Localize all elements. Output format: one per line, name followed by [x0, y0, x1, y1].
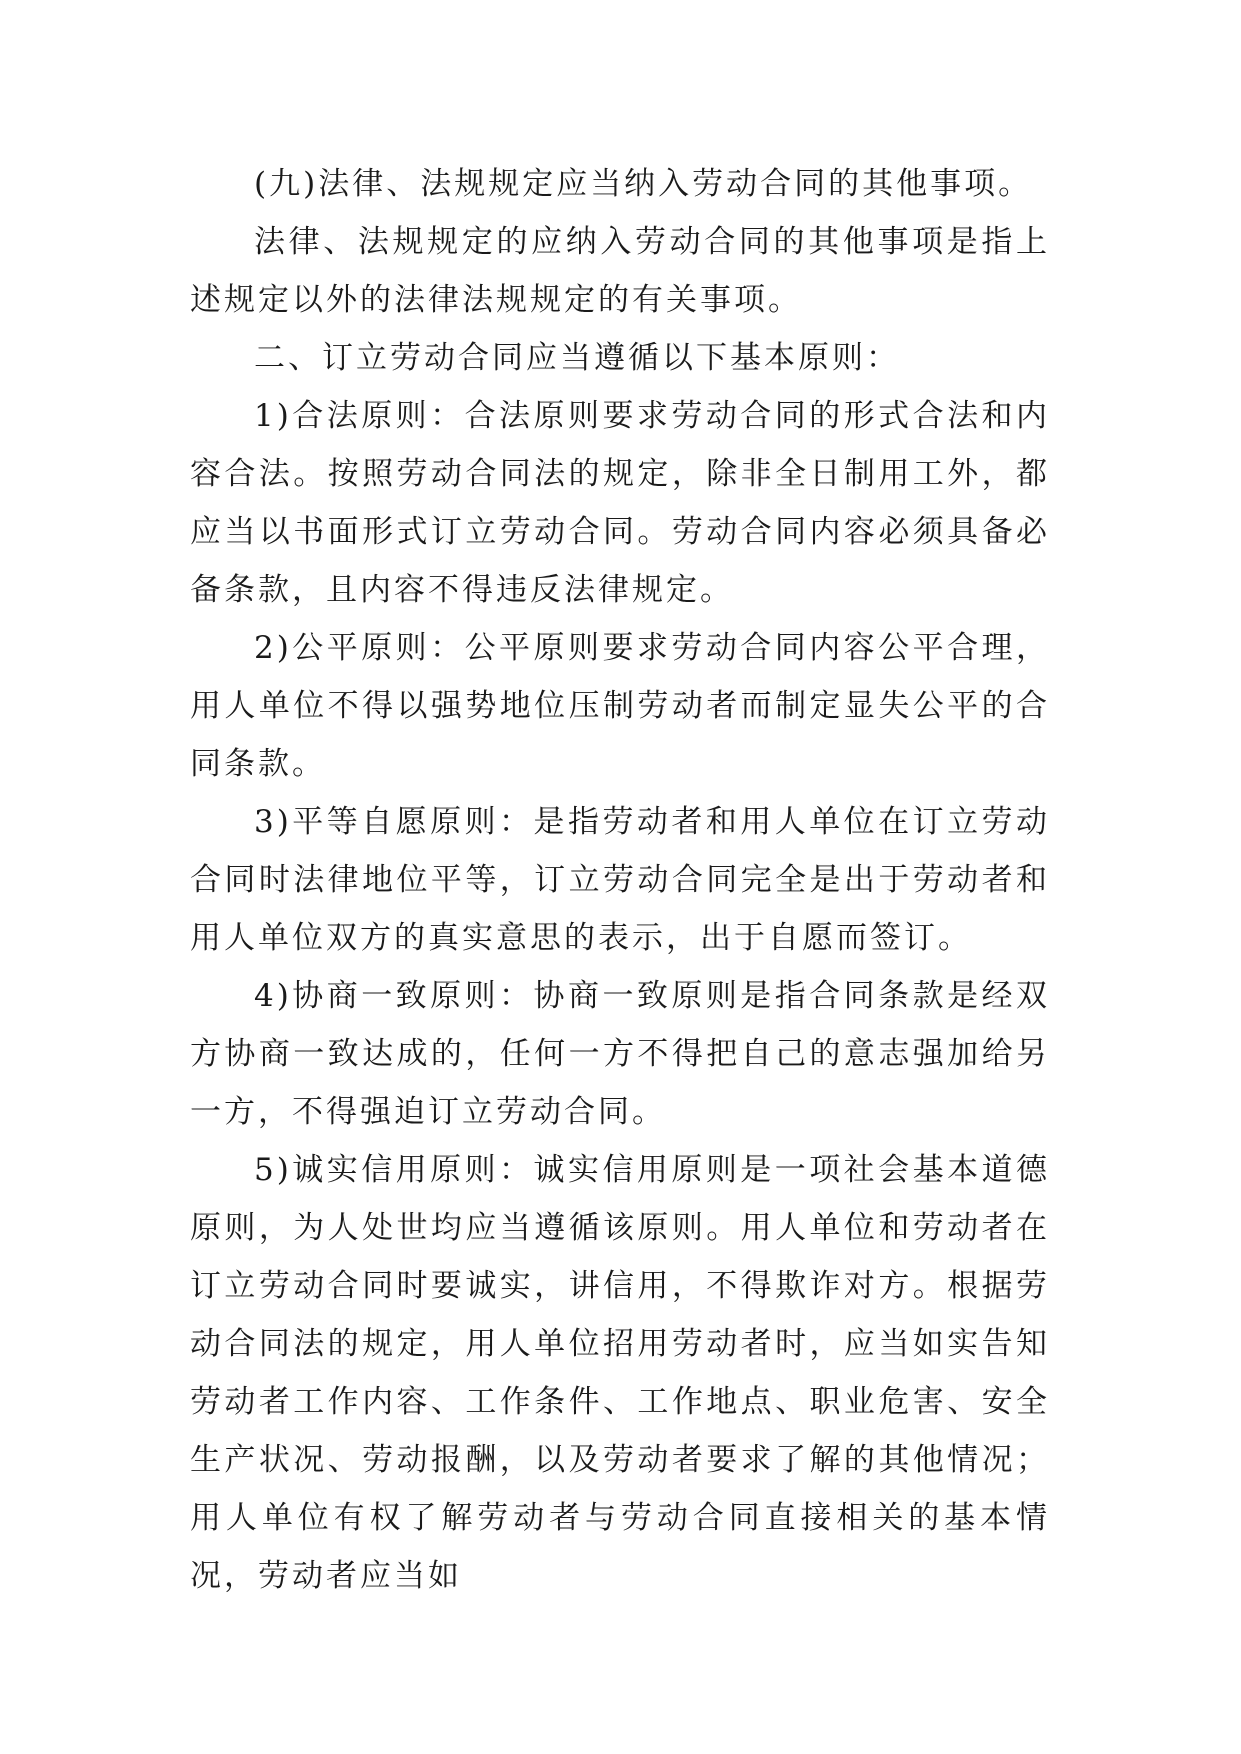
document-body — [190, 155, 1050, 1605]
paragraph-principle-fairness: 2)公平原则：公平原则要求劳动合同内容公平合理，用人单位不得以强势地位压制劳动者而制定显失公平的合同条款。 — [190, 630, 1050, 782]
paragraph-principle-good-faith: 5)诚实信用原则：诚实信用原则是一项社会基本道德原则，为人处世均应当遵循该原则。用人单位和劳动者在订立劳动合同时要诚实，讲信用，不得欺诈对方。根据劳动合同法的规定，用人单位招用劳动者时，应当如实告知劳动者工作内容、工作条件、工作地点、职业危害、安全生产状况、劳动报酬，以及劳动者要求了解的其他情况；用人单位有权了解劳动者与劳动合同直接相关的基本情况，劳动者应当如 — [190, 1152, 1050, 1594]
paragraph-other-matters-explanation: 法律、法规规定的应纳入劳动合同的其他事项是指上述规定以外的法律法规规定的有关事项。 — [190, 224, 1050, 318]
paragraph-item-9: (九)法律、法规规定应当纳入劳动合同的其他事项。 — [254, 166, 1033, 202]
paragraph-principle-legality: 1)合法原则：合法原则要求劳动合同的形式合法和内容合法。按照劳动合同法的规定，除非全日制用工外，都应当以书面形式订立劳动合同。劳动合同内容必须具备必备条款，且内容不得违反法律规定。 — [190, 398, 1050, 608]
section-heading-principles: 二、订立劳动合同应当遵循以下基本原则： — [254, 340, 900, 376]
paragraph-principle-equality-voluntariness: 3)平等自愿原则：是指劳动者和用人单位在订立劳动合同时法律地位平等，订立劳动合同完全是出于劳动者和用人单位双方的真实意思的表示，出于自愿而签订。 — [190, 804, 1050, 956]
paragraph-principle-consensus: 4)协商一致原则：协商一致原则是指合同条款是经双方协商一致达成的，任何一方不得把自己的意志强加给另一方，不得强迫订立劳动合同。 — [190, 978, 1050, 1130]
